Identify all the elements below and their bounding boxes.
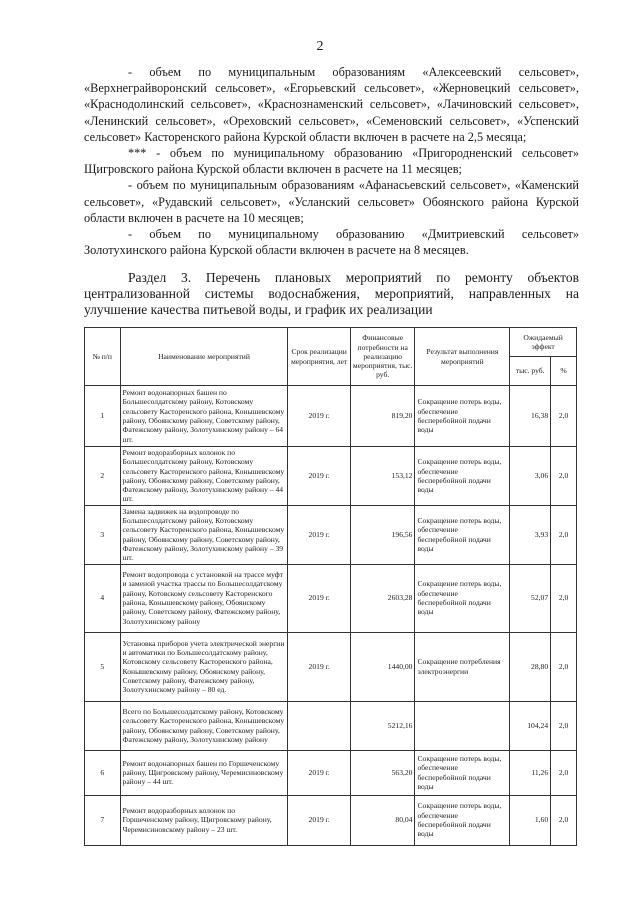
header-result: Результат выполнения мероприятий <box>415 328 510 386</box>
header-effect: Ожидаемый эффект <box>510 328 577 357</box>
row-finance: 80,04 <box>350 795 415 845</box>
row-num: 3 <box>85 505 121 564</box>
table-row <box>85 795 577 845</box>
row-effect-pct: 2,0 <box>551 632 577 701</box>
row-effect-pct: 2,0 <box>551 564 577 632</box>
row-name: Ремонт водопровода с установкой на трассе муфт и заменой участка трассы по Большесолдатскому району, Котовскому сельсовету Касторенского района, Конышевскому району, Обоянскому району, Советскому району, Фатежскому району, Золотухинскому району <box>120 564 288 632</box>
table-row <box>85 564 577 632</box>
row-finance: 153,12 <box>350 447 415 506</box>
row-term: 2019 г. <box>288 632 350 701</box>
row-result <box>415 701 510 750</box>
row-name: Ремонт водонапорных башен по Большесолдатскому району, Котовскому сельсовету Касторенского района, Конышевскому району, Обоянскому району, Советскому району, Фатежскому району, Золотухинскому району – 64 шт. <box>120 386 288 447</box>
measures-table <box>84 327 577 846</box>
row-num: 2 <box>85 447 121 506</box>
row-effect-rub: 3,93 <box>510 505 551 564</box>
row-name: Замена задвижек на водопроводе по Большесолдатскому району, Котовскому сельсовету Касторенского района, Конышевскому району, Обоянскому району, Советскому району, Фатежскому району, Золотухинскому району – 39 шт. <box>120 505 288 564</box>
row-effect-rub: 3,06 <box>510 447 551 506</box>
row-name: Установка приборов учета электрической энергии и автоматики по Большесолдатскому району, Котовскому сельсовету Касторенского района, Конышевскому району, Обоянскому району, Советскому району, Фатежскому району, Золотухинскому району – 80 ед. <box>120 632 288 701</box>
row-result: Сокращение потерь воды, обеспечение бесперебойной подачи воды <box>415 564 510 632</box>
row-effect-rub: 16,38 <box>510 386 551 447</box>
table-row <box>85 386 577 447</box>
row-num: 6 <box>85 750 121 795</box>
table-row <box>85 750 577 795</box>
row-name: Всего по Большесолдатскому району, Котовскому сельсовету Касторенского района, Конышевскому району, Обоянскому району, Советскому району, Фатежскому району, Золотухинскому району <box>120 701 288 750</box>
row-effect-pct: 2,0 <box>551 505 577 564</box>
row-effect-pct: 2,0 <box>551 750 577 795</box>
row-num: 7 <box>85 795 121 845</box>
footnote: - объем по муниципальному образованию «Дмитриевский сельсовет» Золотухинского района Курской области включен в расчете на 8 месяцев. <box>84 227 579 258</box>
row-finance: 2603,28 <box>350 564 415 632</box>
row-finance: 819,20 <box>350 386 415 447</box>
row-term: 2019 г. <box>288 505 350 564</box>
row-term: 2019 г. <box>288 795 350 845</box>
header-effect-rub: тыс. руб. <box>510 357 551 386</box>
row-result: Сокращение потерь воды, обеспечение бесперебойной подачи воды <box>415 750 510 795</box>
row-result: Сокращение потерь воды, обеспечение бесперебойной подачи воды <box>415 447 510 506</box>
row-term: 2019 г. <box>288 564 350 632</box>
row-effect-rub: 11,26 <box>510 750 551 795</box>
section-title: Раздел 3. Перечень плановых мероприятий по ремонту объектов централизованной системы водоснабжения, мероприятий, направленных на улучшение качества питьевой воды, и график их реализации <box>84 270 579 317</box>
header-name: Наименование мероприятий <box>120 328 288 386</box>
row-result: Сокращение потребления электроэнергии <box>415 632 510 701</box>
footnote: - объем по муниципальным образованиям «Алексеевский сельсовет», «Верхнеграйворонский сельсовет», «Егорьевский сельсовет», «Жерновецкий сельсовет», «Краснодолинский сельсовет», «Краснознаменский сельсовет», «Лачиновский сельсовет», «Ленинский сельсовет», «Ореховский сельсовет», «Семеновский сельсовет», «Успенский сельсовет» Касторенского района Курской области включен в расчете на 2,5 месяца; <box>84 65 579 144</box>
row-effect-pct: 2,0 <box>551 701 577 750</box>
row-result: Сокращение потерь воды, обеспечение бесперебойной подачи воды <box>415 505 510 564</box>
header-num: № п/п <box>85 328 121 386</box>
row-num: 5 <box>85 632 121 701</box>
row-effect-rub: 104,24 <box>510 701 551 750</box>
row-name: Ремонт водоразборных колонок по Большесолдатскому району, Котовскому сельсовету Касторенского района, Конышевскому району, Обоянскому району, Советскому району, Фатежскому району, Золотухинскому району – 44 шт. <box>120 447 288 506</box>
table-header-row <box>85 328 577 357</box>
header-finance: Финансовые потребности на реализацию мероприятия, тыс. руб. <box>350 328 415 386</box>
row-finance: 563,20 <box>350 750 415 795</box>
row-name: Ремонт водоразборных колонок по Горшеченскому району, Щигровскому району, Черемисиновскому району – 23 шт. <box>120 795 288 845</box>
row-num: 4 <box>85 564 121 632</box>
row-effect-pct: 2,0 <box>551 447 577 506</box>
page-number: 2 <box>316 39 324 54</box>
footnotes <box>84 64 579 258</box>
row-effect-rub: 1,60 <box>510 795 551 845</box>
row-effect-rub: 52,07 <box>510 564 551 632</box>
footnote: - объем по муниципальным образованиям «Афанасьевский сельсовет», «Каменский сельсовет», «Рудавский сельсовет», «Усланский сельсовет» Обоянского района Курской области включен в расчете на 10 месяцев; <box>84 178 579 225</box>
row-term: 2019 г. <box>288 447 350 506</box>
row-result: Сокращение потерь воды, обеспечение бесперебойной подачи воды <box>415 795 510 845</box>
row-finance: 5212,16 <box>350 701 415 750</box>
table-row <box>85 447 577 506</box>
row-finance: 1440,00 <box>350 632 415 701</box>
row-term: 2019 г. <box>288 750 350 795</box>
header-term: Срок реализации мероприятия, лет <box>288 328 350 386</box>
table-row <box>85 632 577 701</box>
row-num <box>85 701 121 750</box>
row-name: Ремонт водонапорных башен по Горшеченскому району, Щигровскому району, Черемисиновскому району – 44 шт. <box>120 750 288 795</box>
row-finance: 196,56 <box>350 505 415 564</box>
table-total-row <box>85 701 577 750</box>
row-effect-pct: 2,0 <box>551 386 577 447</box>
row-effect-pct: 2,0 <box>551 795 577 845</box>
header-effect-pct: % <box>551 357 577 386</box>
footnote: *** - объем по муниципальному образованию «Пригородненский сельсовет» Щигровского района Курской области включен в расчете на 11 месяцев; <box>84 146 579 177</box>
row-term <box>288 701 350 750</box>
row-num: 1 <box>85 386 121 447</box>
row-term: 2019 г. <box>288 386 350 447</box>
row-result: Сокращение потерь воды, обеспечение бесперебойной подачи воды <box>415 386 510 447</box>
row-effect-rub: 28,80 <box>510 632 551 701</box>
table-row <box>85 505 577 564</box>
